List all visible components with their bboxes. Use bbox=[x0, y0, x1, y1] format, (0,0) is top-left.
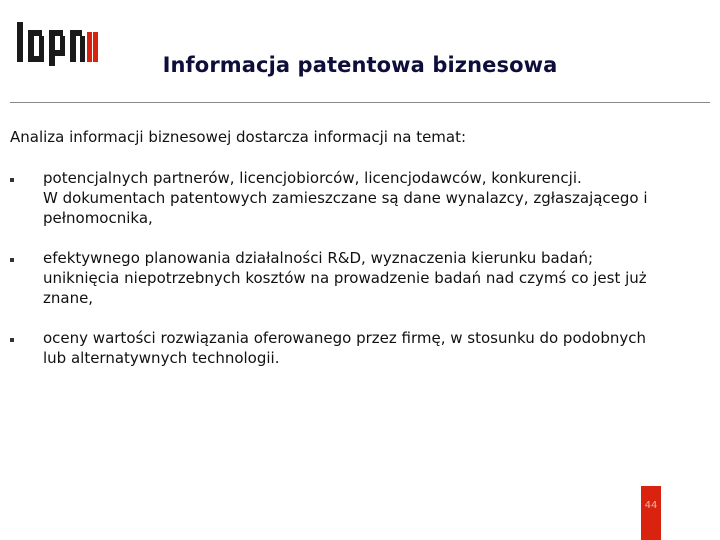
list-item-line: oceny wartości rozwiązania oferowanego przez firmę, w stosunku do podobnych bbox=[43, 329, 646, 347]
list-item-line: znane, bbox=[43, 289, 94, 307]
bullet-list bbox=[10, 168, 700, 368]
intro-text: Analiza informacji biznesowej dostarcza informacji na temat: bbox=[10, 128, 467, 146]
list-item-line: W dokumentach patentowych zamieszczane są dane wynalazcy, zgłaszającego i bbox=[43, 189, 648, 207]
list-item bbox=[10, 328, 700, 368]
list-item-line: potencjalnych partnerów, licencjobiorców, licencjodawców, konkurencji. bbox=[43, 169, 582, 187]
title-divider bbox=[10, 102, 710, 103]
bullet-icon bbox=[10, 258, 14, 262]
list-item-line: efektywnego planowania działalności R&D, wyznaczenia kierunku badań; bbox=[43, 249, 594, 267]
bullet-icon bbox=[10, 338, 14, 342]
bullet-icon bbox=[10, 178, 14, 182]
list-item-line: lub alternatywnych technologii. bbox=[43, 349, 280, 367]
list-item-line: pełnomocnika, bbox=[43, 209, 153, 227]
list-item bbox=[10, 248, 700, 308]
list-item bbox=[10, 168, 700, 228]
page-title: Informacja patentowa biznesowa bbox=[162, 53, 558, 77]
page-number-bar bbox=[641, 486, 661, 540]
list-item-line: uniknięcia niepotrzebnych kosztów na prowadzenie badań nad czymś co jest już bbox=[43, 269, 647, 287]
page-number: 44 bbox=[644, 500, 658, 511]
